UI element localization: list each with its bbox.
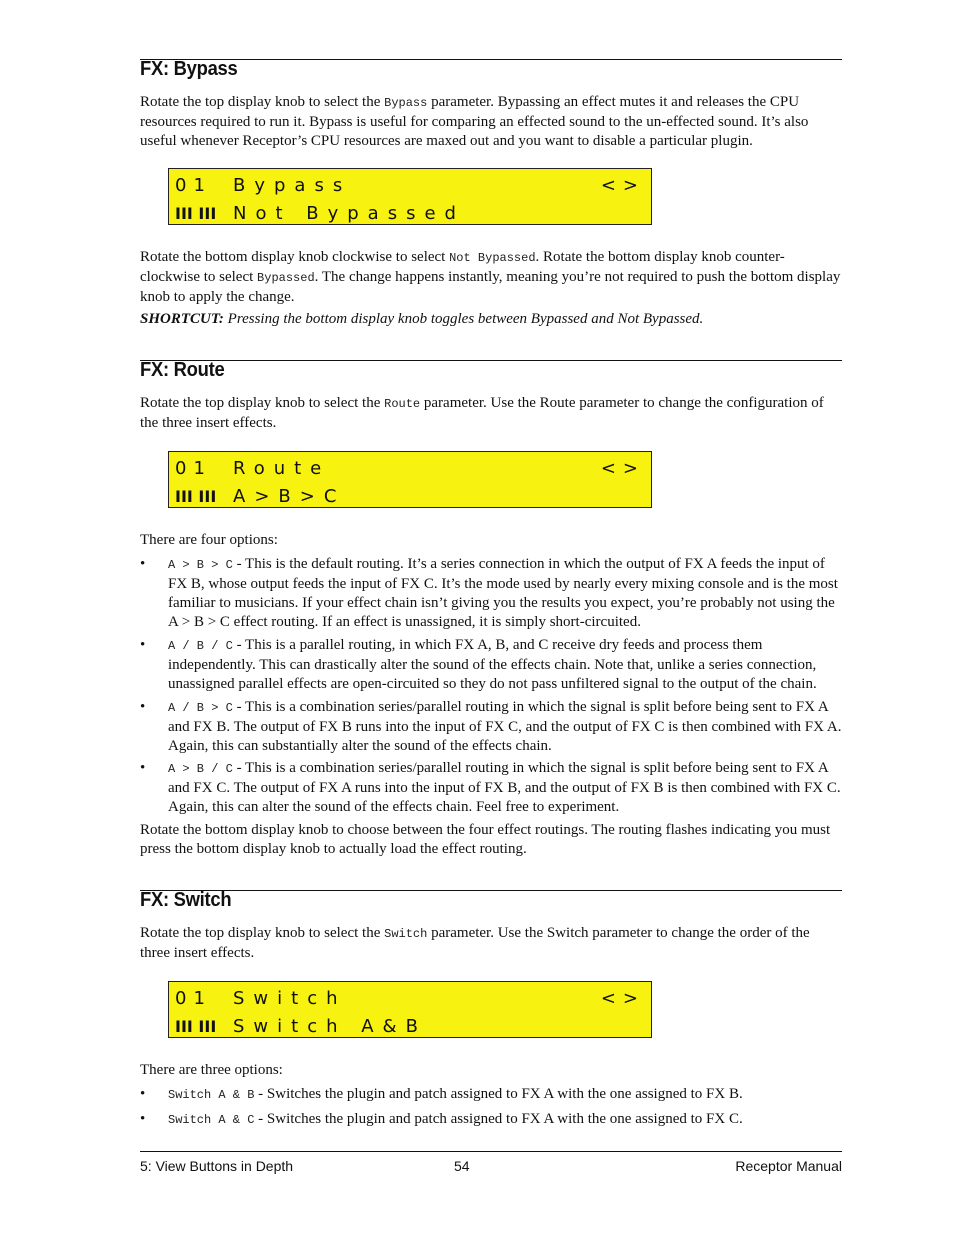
list-item: • A > B / C - This is a combination series/parallel routing in which the signal is split before being sent to FX A and FX C. The output of FX A runs into the input of FX B, and the output of FX B is then combined with FX C. Again, this can alter the sound of the effects chain. Feel free to experiment. [140,760,841,815]
lcd-arrows: <> [600,988,645,1009]
lcd-arrows: <> [600,175,645,196]
section-rule [140,360,842,361]
bypass-after: Rotate the bottom display knob clockwise to select Not Bypassed. Rotate the bottom display knob counter-clockwise to select Bypassed. The change happens instantly, meaning you’re not required to push the bottom display knob to apply the change. [140,249,841,305]
heading-switch: FX: Switch [140,889,232,911]
lcd-line1: Switch [233,988,347,1009]
footer-chapter: 5: View Buttons in Depth [140,1158,294,1174]
list-item: • A > B > C - This is the default routing. It’s a series connection in which the output of FX A feeds the input of FX B, whose output feeds the input of FX C. It’s the mode used by nearly every mixing console and is the most familiar to musicians. If your effect chain isn’t giving you the results you expect, you’re probably not using the A > B > C effect routing. If an effect is unassigned, it is simply short-circuited. [140,556,838,630]
lcd-bars: III III [175,204,217,223]
switch-options-intro: There are three options: [140,1062,283,1078]
lcd-line1: Route [233,458,331,479]
lcd-display-route [168,451,652,508]
lcd-bars: III III [175,487,217,506]
code-bypass: Bypass [384,96,428,110]
footer-rule [140,1151,842,1152]
list-item: • Switch A & B - Switches the plugin and patch assigned to FX A with the one assigned to FX B. [140,1086,743,1102]
lcd-display-bypass [168,168,652,225]
lcd-line2: A>B>C [233,486,346,507]
lcd-number: 01 [175,988,212,1009]
lcd-line2: Not Bypassed [233,203,465,224]
list-item: • A / B / C - This is a parallel routing, in which FX A, B, and C receive dry feeds and process them independently. This can drastically alter the sound of the effects chain. Note that, unlike a series connection, unassigned parallel effects are open-circuited so they do not pass unfiltered signal to the output of the chain. [140,637,817,692]
lcd-line1: Bypass [233,175,352,196]
lcd-number: 01 [175,175,212,196]
route-intro: Rotate the top display knob to select the Route parameter. Use the Route parameter to change the configuration of the three insert effects. [140,395,824,431]
heading-bypass: FX: Bypass [140,58,238,80]
bypass-shortcut: SHORTCUT: Pressing the bottom display knob toggles between Bypassed and Not Bypassed. [140,311,704,327]
bypass-intro: Rotate the top display knob to select the Bypass parameter. Bypassing an effect mutes it and releases the CPU resources required to run it. Bypass is useful for comparing an effected sound to the un-effected sound. It’s also useful whenever Receptor’s CPU resources are maxed out and you want to disable a particular plugin. [140,94,809,149]
footer-page-number: 54 [454,1158,470,1174]
lcd-line2: Switch A&B [233,1016,427,1037]
list-item: • Switch A & C - Switches the plugin and patch assigned to FX A with the one assigned to FX C. [140,1111,743,1127]
section-rule [140,890,842,891]
route-after: Rotate the bottom display knob to choose between the four effect routings. The routing flashes indicating you must press the bottom display knob to actually load the effect routing. [140,822,831,857]
section-rule [140,59,842,60]
lcd-arrows: <> [600,458,645,479]
route-options-intro: There are four options: [140,532,278,548]
footer-manual-title: Receptor Manual [735,1158,842,1174]
lcd-bars: III III [175,1017,217,1036]
lcd-display-switch [168,981,652,1038]
list-item: • A / B > C - This is a combination series/parallel routing in which the signal is split before being sent to FX A and FX B. The output of FX B runs into the input of FX C, and the output of FX C is then combined with FX A. Again, this can substantially alter the sound of the effects chain. [140,699,842,754]
lcd-number: 01 [175,458,212,479]
heading-route: FX: Route [140,359,225,381]
switch-intro: Rotate the top display knob to select the Switch parameter. Use the Switch parameter to change the order of the three insert effects. [140,925,810,961]
